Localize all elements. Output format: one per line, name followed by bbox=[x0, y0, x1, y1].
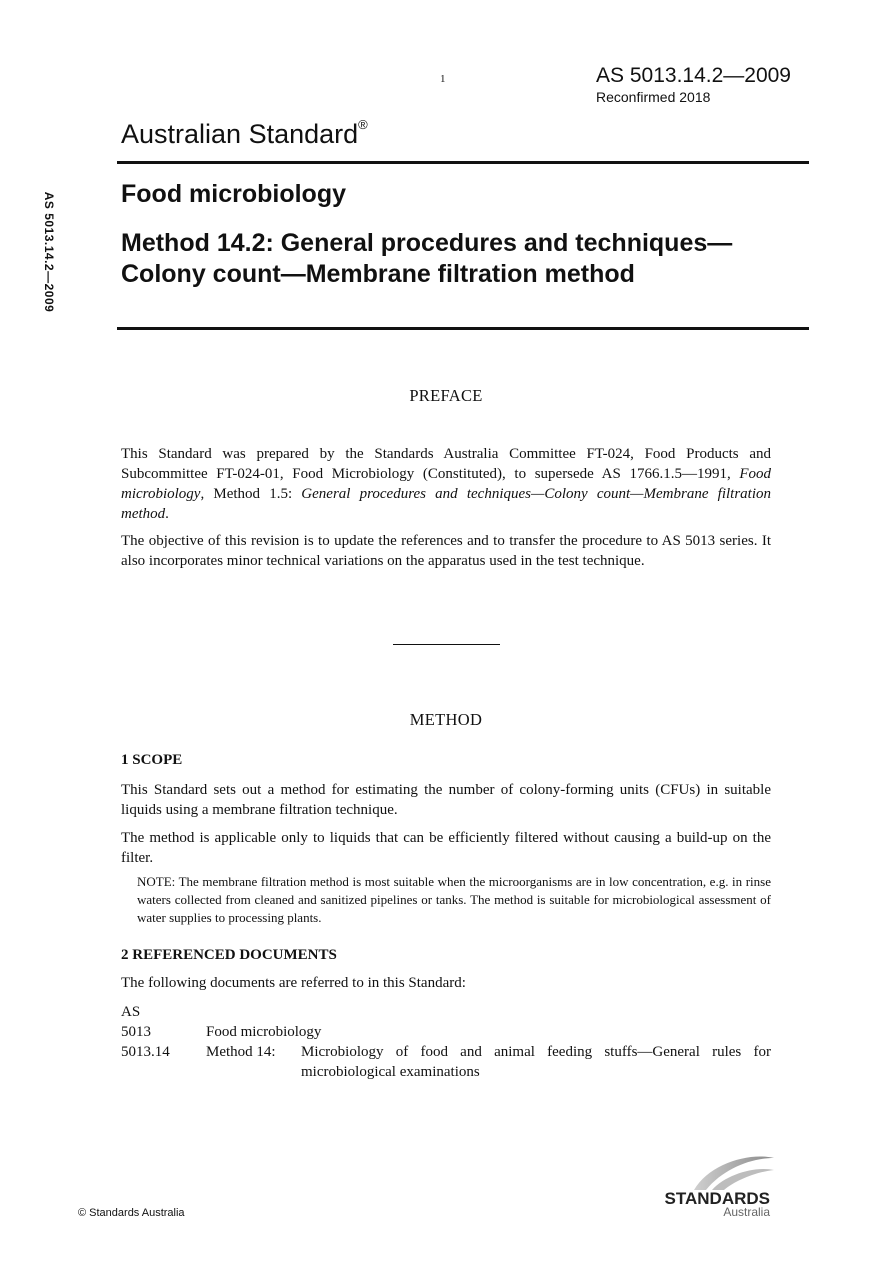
preface-paragraph-1 bbox=[121, 444, 771, 524]
references-intro: The following documents are referred to in this Standard: bbox=[121, 975, 466, 991]
preface-heading: PREFACE bbox=[409, 386, 483, 405]
document-code: AS 5013.14.2—2009 bbox=[596, 64, 791, 87]
reference-title: Microbiology of food and animal feeding stuffs—General rules for microbiological examinations bbox=[301, 1044, 771, 1080]
preface-p1-italic-b: General procedures and techniques—Colony count—Membrane filtration method bbox=[121, 486, 771, 522]
reference-title: Food microbiology bbox=[206, 1024, 322, 1040]
standards-australia-logo bbox=[624, 1150, 784, 1220]
references-heading: 2 REFERENCED DOCUMENTS bbox=[121, 947, 337, 963]
scope-paragraph-1: This Standard sets out a method for estimating the number of colony-forming units (CFUs) in suitable liquids using a membrane filtration technique. bbox=[121, 782, 771, 818]
standard-title-text: Australian Standard bbox=[121, 119, 359, 149]
registered-mark: ® bbox=[358, 117, 368, 132]
preface-p1-text-b: , Method 1.5: bbox=[200, 486, 302, 502]
logo-swoosh-upper bbox=[694, 1156, 774, 1190]
copyright-notice: © Standards Australia bbox=[78, 1207, 185, 1219]
title-rule-bottom bbox=[117, 327, 809, 330]
reference-row bbox=[121, 1042, 771, 1082]
reference-number: 5013.14 bbox=[121, 1044, 170, 1060]
method-title: Method 14.2: General procedures and techniques—Colony count—Membrane filtration method bbox=[121, 229, 733, 288]
preface-p1-italic-a: Food microbiology bbox=[121, 466, 771, 502]
preface-paragraph-2: The objective of this revision is to update the references and to transfer the procedure to AS 5013 series. It also incorporates minor technical variations on the apparatus used in the test technique. bbox=[121, 533, 771, 569]
method-heading: METHOD bbox=[409, 710, 483, 729]
scope-paragraph-2: The method is applicable only to liquids that can be efficiently filtered without causing a build-up on the filter. bbox=[121, 830, 771, 866]
preface-p1-text-a: This Standard was prepared by the Standards Australia Committee FT-024, Food Products and Subcommittee FT-024-01, Food Microbiology (Constituted), to supersede AS 1766.1.5—1991, bbox=[121, 446, 771, 482]
preface-p1-text-end: . bbox=[165, 506, 169, 522]
side-margin-code-text: AS 5013.14.2—2009 bbox=[42, 191, 56, 313]
page-number: 1 bbox=[440, 73, 446, 85]
logo-wordmark-australia: Australia bbox=[723, 1205, 770, 1219]
standard-title bbox=[121, 119, 368, 150]
scope-note: NOTE: The membrane filtration method is most suitable when the microorganisms are in low concentration, e.g. in rinse waters collected from cleaned and sanitized pipelines or tanks. The method is suitable for microbiological assessment of water supplies to processing plants. bbox=[137, 874, 771, 925]
main-title: Food microbiology bbox=[121, 180, 346, 208]
scope-heading: 1 SCOPE bbox=[121, 752, 183, 768]
reconfirmed-note: Reconfirmed 2018 bbox=[596, 89, 711, 105]
reference-method: Method 14: bbox=[206, 1044, 276, 1060]
logo-wordmark-standards: STANDARDS bbox=[664, 1189, 770, 1208]
section-divider bbox=[393, 644, 500, 645]
reference-number: 5013 bbox=[121, 1024, 151, 1040]
references-org: AS bbox=[121, 1004, 141, 1020]
title-rule-top bbox=[117, 161, 809, 164]
